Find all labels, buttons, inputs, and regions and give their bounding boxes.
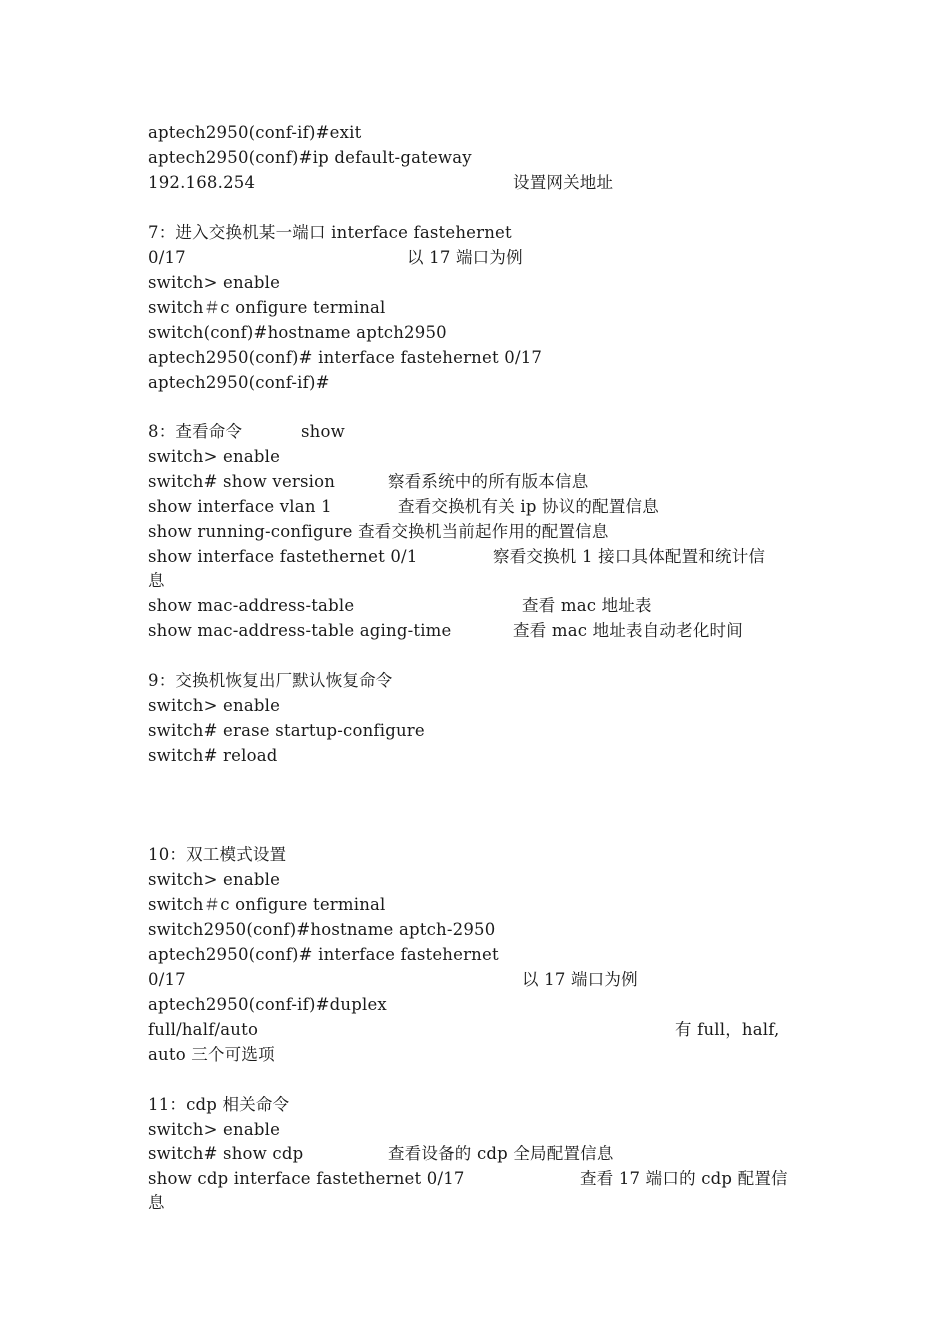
command-text: switch# show cdp (148, 1144, 304, 1163)
command-text: switch# reload (148, 746, 278, 765)
command-text: switch(conf)#hostname aptch2950 (148, 323, 447, 342)
command-text: switch> enable (148, 696, 281, 715)
command-text: 11：cdp 相关命令 (148, 1095, 290, 1114)
comment-text: 查看 mac 地址表自动老化时间 (513, 621, 743, 640)
command-text: switch＃c onfigure terminal (148, 895, 386, 914)
command-text: 0/17 (148, 248, 186, 267)
comment-text: 设置网关地址 (513, 173, 614, 192)
command-text: 息 (148, 571, 165, 590)
command-text: 8：查看命令 (148, 422, 243, 441)
command-text: 9：交换机恢复出厂默认恢复命令 (148, 671, 393, 690)
comment-text: 察看系统中的所有版本信息 (388, 472, 589, 491)
command-text: 息 (148, 1193, 165, 1212)
command-text: show interface vlan 1 (148, 497, 332, 516)
command-text: show mac-address-table aging-time (148, 621, 452, 640)
command-text: 192.168.254 (148, 173, 256, 192)
comment-text: 以 17 端口为例 (522, 970, 638, 989)
command-text: switch# erase startup-configure (148, 721, 425, 740)
command-text: aptech2950(conf-if)#duplex (148, 995, 387, 1014)
comment-text: 查看设备的 cdp 全局配置信息 (388, 1144, 614, 1163)
command-text: 7：进入交换机某一端口 interface fastehernet (148, 223, 512, 242)
comment-text: show (301, 422, 345, 441)
command-text: show mac-address-table (148, 596, 355, 615)
command-text: aptech2950(conf)# interface fastehernet 0/17 (148, 348, 543, 367)
comment-text: 查看交换机有关 ip 协议的配置信息 (398, 497, 659, 516)
command-text: aptech2950(conf)#ip default-gateway (148, 148, 472, 167)
comment-text: 以 17 端口为例 (407, 248, 523, 267)
comment-text: 有 full，half, (675, 1020, 780, 1039)
command-text: show cdp interface fastethernet 0/17 (148, 1169, 465, 1188)
command-text: switch＃c onfigure terminal (148, 298, 386, 317)
command-text: aptech2950(conf-if)#exit (148, 123, 362, 142)
command-text: show interface fastethernet 0/1 (148, 547, 418, 566)
command-text: switch> enable (148, 1120, 281, 1139)
command-text: switch> enable (148, 870, 281, 889)
command-text: 0/17 (148, 970, 186, 989)
comment-text: 查看 mac 地址表 (522, 596, 652, 615)
command-text: switch> enable (148, 447, 281, 466)
command-text: aptech2950(conf-if)# (148, 373, 330, 392)
command-text: switch> enable (148, 273, 281, 292)
comment-text: 察看交换机 1 接口具体配置和统计信 (493, 547, 766, 566)
command-text: 10：双工模式设置 (148, 845, 287, 864)
command-text: aptech2950(conf)# interface fastehernet (148, 945, 499, 964)
command-text: show running-configure 查看交换机当前起作用的配置信息 (148, 522, 609, 541)
command-text: switch2950(conf)#hostname aptch-2950 (148, 920, 496, 939)
comment-text: 查看 17 端口的 cdp 配置信 (580, 1169, 788, 1188)
command-text: full/half/auto (148, 1020, 259, 1039)
command-text: switch# show version (148, 472, 336, 491)
command-text: auto 三个可选项 (148, 1045, 275, 1064)
